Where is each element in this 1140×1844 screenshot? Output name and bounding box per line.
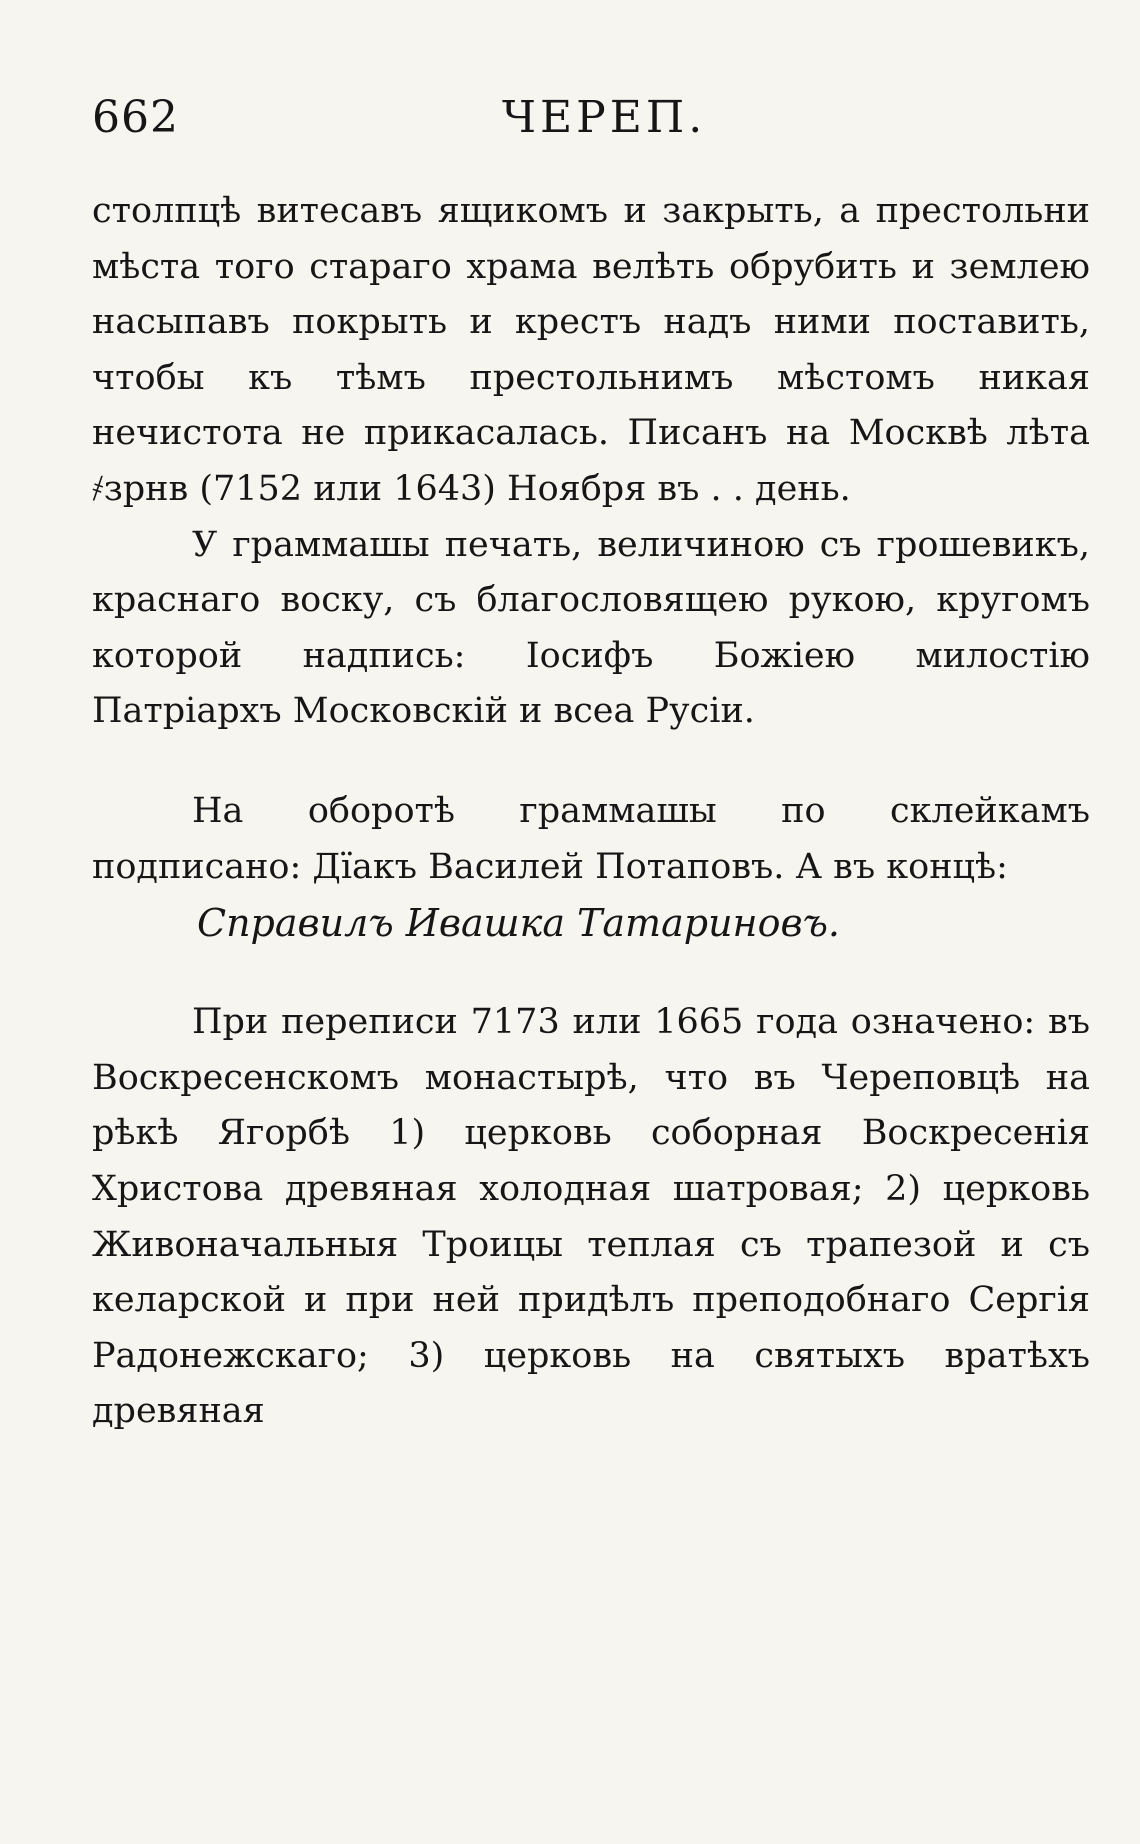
running-title: ЧЕРЕП.: [502, 92, 707, 143]
paragraph-census-record: При переписи 7173 или 1665 года означено: въ Воскресенскомъ монастырѣ, что въ Череповцѣ на рѣкѣ Ягорбѣ 1) церковь соборная Воскресенія Христова древяная холодная шатровая; 2) церковь Живоначальныя Троицы теплая съ трапезой и съ келарской и при ней придѣлъ преподобнаго Сергія Радонежскаго; 3) церковь на святыхъ вратѣхъ древяная: [92, 1002, 1090, 1432]
page-number: 662: [92, 92, 179, 143]
paragraph-corrector-signature: Справилъ Ивашка Татариновъ.: [197, 901, 840, 946]
paragraph-reverse-signature: На оборотѣ граммашы по склейкамъ подписано: Дїакъ Василей Потаповъ. А въ концѣ:: [92, 790, 1090, 887]
page-header: [92, 92, 1090, 162]
paragraph-charter-text: столпцѣ витесавъ ящикомъ и закрыть, а престольни мѣста того стараго храма велѣть обрубить и землею насыпавъ покрыть и крестъ надъ ними поставить, чтобы къ тѣмъ престольнимъ мѣстомъ никая нечистота не прикасалась. Писанъ на Москвѣ лѣта ҂зрнв (7152 или 1643) Ноября въ . . день.: [92, 191, 1090, 509]
paragraph-seal-description: У граммашы печать, величиною съ грошевикъ, краснаго воску, съ благословящею рукою, кругомъ которой надпись: Іосифъ Божіею милостію Патріархъ Московскій и всеа Русіи.: [92, 524, 1090, 732]
